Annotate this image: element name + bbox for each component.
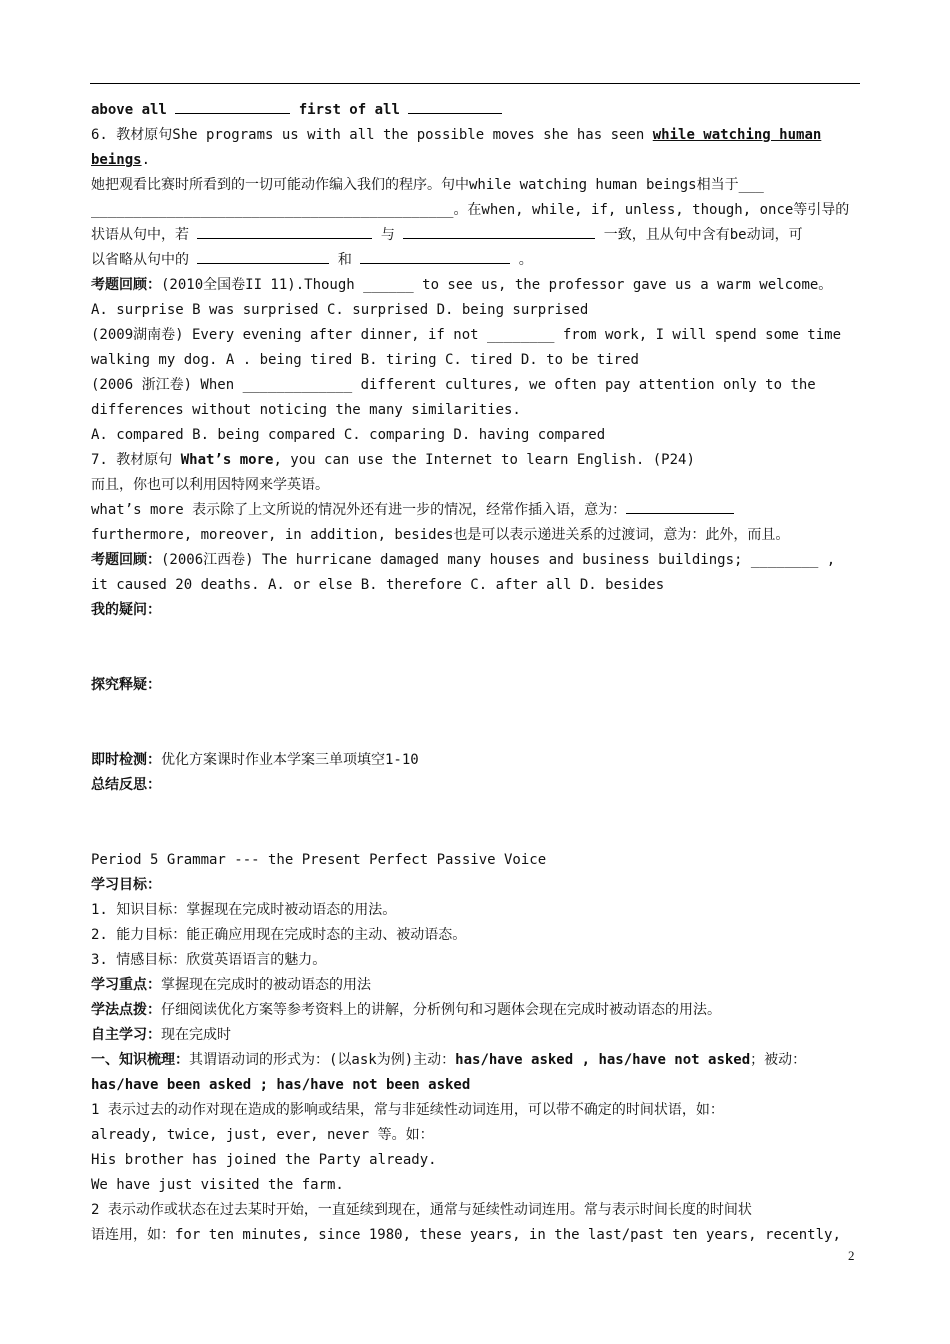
highlight-phrase: beings <box>91 152 142 168</box>
section-label: 学习目标： <box>91 877 161 893</box>
item-7-line: 7. 教材原句 What’s more, you can use the Internet to learn English. (P24) <box>91 452 695 468</box>
example-sentence: We have just visited the farm. <box>91 1177 344 1193</box>
options-line: A. surprise B was surprised C. surprised D. being surprised <box>91 302 589 318</box>
blank[interactable] <box>360 249 510 264</box>
blank[interactable] <box>175 99 290 114</box>
section-label: 自主学习： <box>91 1027 161 1043</box>
section-label: 即时检测： <box>91 752 161 768</box>
line-above-all <box>91 98 861 123</box>
phrase-above-all: above all <box>91 102 176 118</box>
period-heading: Period 5 Grammar --- the Present Perfect Passive Voice <box>91 852 547 868</box>
blank[interactable] <box>408 99 502 114</box>
example-sentence: His brother has joined the Party already. <box>91 1152 437 1168</box>
section-label: 总结反思： <box>91 777 161 793</box>
section-label: 探究释疑： <box>91 677 161 693</box>
phrase-first-of-all: first of all <box>290 102 409 118</box>
document-body: above all first of all 6. 教材原句She programs us with all the possible moves she has seen while watching human beings. 她把观看比赛时所看到的一切可能动作编入我们的程序。句中while watching human beings相当于___ ___________________________________________。在when, while, if, unless, though, once等引导的 状语从句中，若 与 一致，且从句中含有be动词，可 以省略从句中的 和 。 考题回顾：(2010全国卷II 11).Though ______ to see us, the professor gave us a warm welcome。 A. surprise B was surprised C. surprised D. being surprised (2009湖南卷) Every evening after dinner, if not ________ from work, I will spend some time walking my dog. A . being tired B. tiring C. tired D. to be tired (2006 浙江卷) When _____________ different cultures, we often pay attention only to the differences without noticing the many similarities. A. compared B. being compared C. comparing D. having compared 7. 教材原句 What’s more, you can use the Internet to learn English. (P24) 而且，你也可以利用因特网来学英语。 what’s more 表示除了上文所说的情况外还有进一步的情况，经常作插入语，意为： furthermore, moreover, in addition, besides也是可以表示递进关系的过渡词，意为：此外，而且。 考题回顾：(2006江西卷) The hurricane damaged many houses and business buildings; ________ , it caused 20 deaths. A. or else B. therefore C. after all D. besides 我的疑问： 探究释疑： 即时检测：优化方案课时作业本学案三单项填空1-10 总结反思： Period 5 Grammar --- the Present Perfect Passive Voice 学习目标： 1. 知识目标：掌握现在完成时被动语态的用法。 2. 能力目标：能正确应用现在完成时态的主动、被动语态。 3. 情感目标：欣赏英语语言的魅力。 学习重点：掌握现在完成时的被动语态的用法 学法点拨：仔细阅读优化方案等参考资料上的讲解，分析例句和习题体会现在完成时被动语态的用法。 自主学习：现在完成时 一、知识梳理：其谓语动词的形式为：(以ask为例)主动：has/have asked , has/have not asked；被动： has/have been asked ; has/have not been asked 1 表示过去的动作对现在造成的影响或结果，常与非延续性动词连用，可以带不确定的时间状语，如： already, twice, just, ever, never 等。如： His brother has joined the Party already. We have just visited the farm. 2 表示动作或状态在过去某时开始，一直延续到现在，通常与延续性动词连用。常与表示时间长度的时间状 语连用，如：for ten minutes, since 1980, these years, in the last/past ten years, recently, <box>91 98 861 1248</box>
section-label: 学习重点： <box>91 977 161 993</box>
blank[interactable] <box>403 224 595 239</box>
highlight-phrase: What’s more <box>180 452 274 468</box>
section-label: 学法点拨： <box>91 1002 161 1018</box>
section-label: 考题回顾： <box>91 552 161 568</box>
highlight-phrase: while watching human <box>652 127 822 143</box>
blank[interactable] <box>626 499 734 514</box>
header-rule <box>90 83 860 84</box>
options-line: A. compared B. being compared C. comparing D. having compared <box>91 427 606 443</box>
options-line: walking my dog. A . being tired B. tiring C. tired D. to be tired <box>91 352 639 368</box>
section-label: 我的疑问： <box>91 602 161 618</box>
blank[interactable] <box>197 224 372 239</box>
item-6-line: 6. 教材原句She programs us with all the possible moves she has seen while watching human <box>91 127 822 143</box>
section-label: 一、知识梳理： <box>91 1052 189 1068</box>
blank[interactable] <box>197 249 329 264</box>
section-label: 考题回顾： <box>91 277 161 293</box>
options-line: it caused 20 deaths. A. or else B. therefore C. after all D. besides <box>91 577 665 593</box>
page-number: 2 <box>848 1248 855 1263</box>
